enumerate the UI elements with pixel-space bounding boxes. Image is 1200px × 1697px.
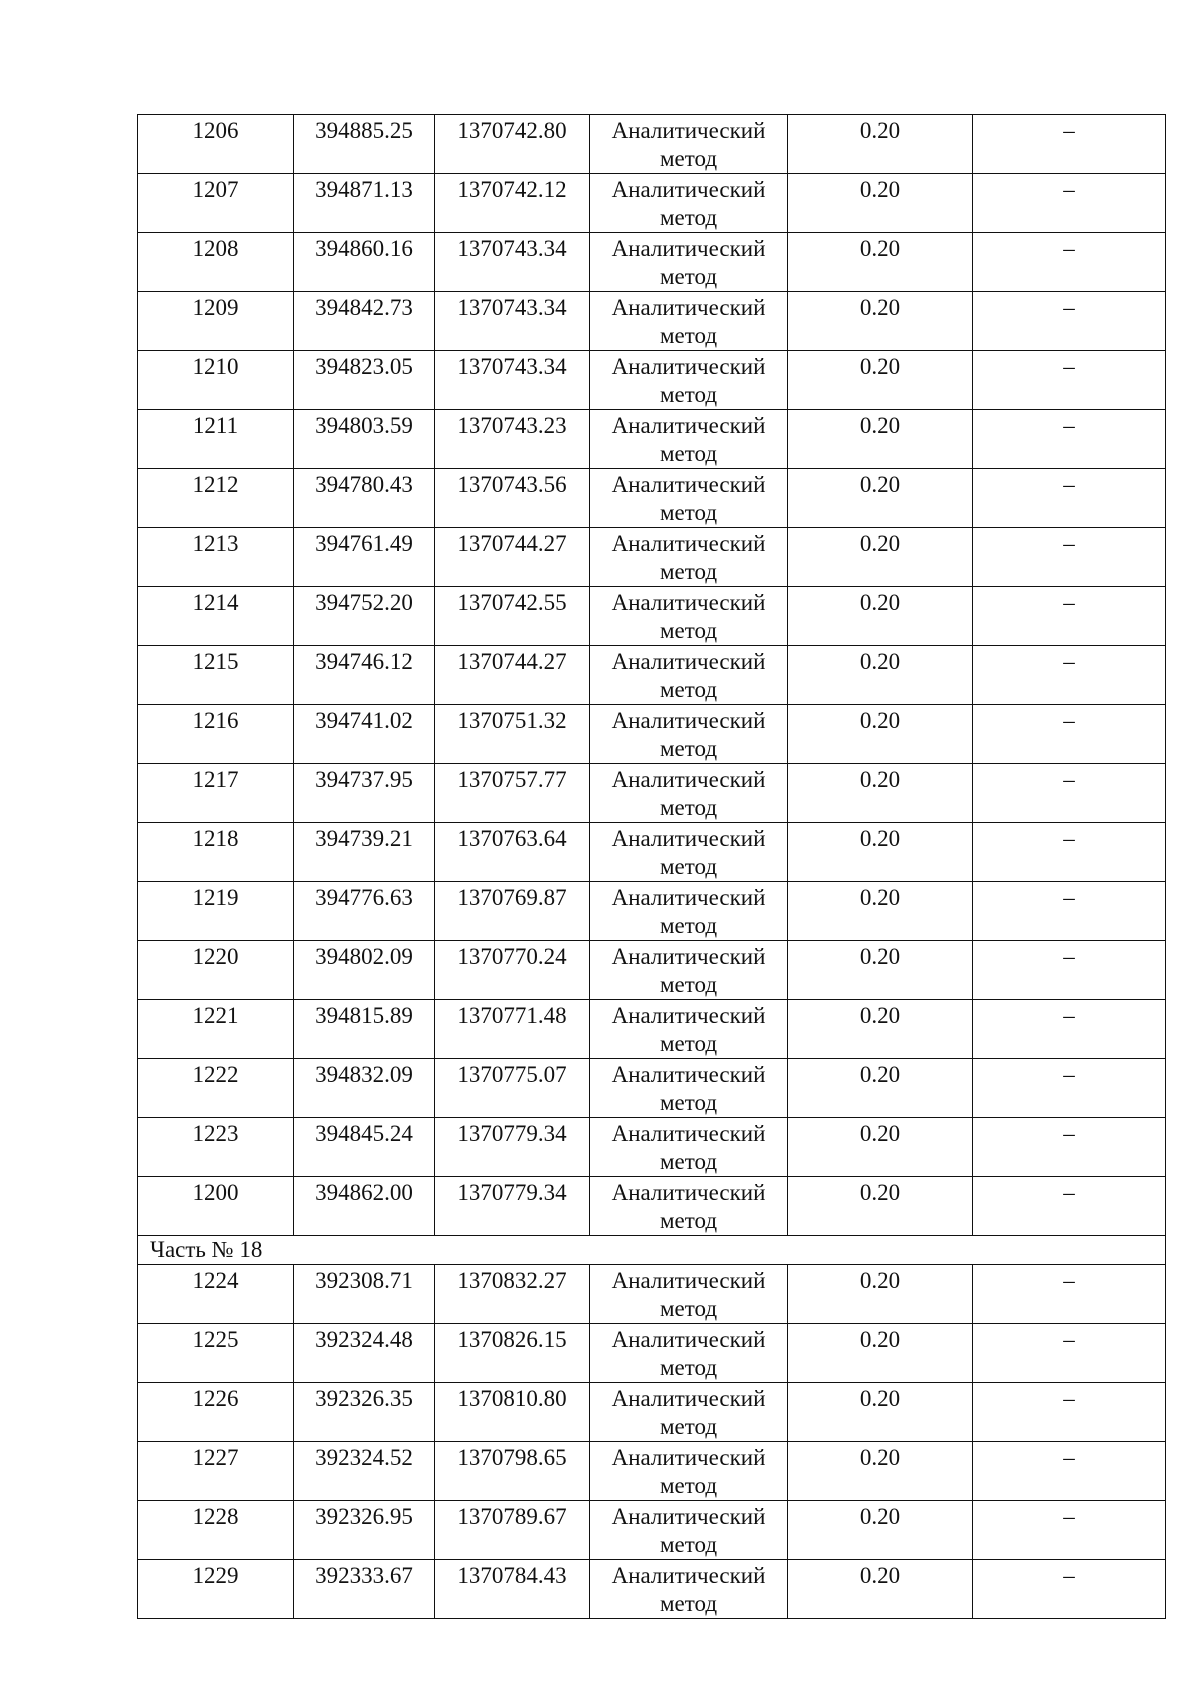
y-coordinate-cell: 1370770.24 xyxy=(435,941,590,1000)
y-coordinate-cell: 1370810.80 xyxy=(435,1383,590,1442)
description-cell: – xyxy=(973,587,1166,646)
accuracy-cell: 0.20 xyxy=(788,528,973,587)
table-row xyxy=(138,174,1166,233)
y-coordinate-cell: 1370744.27 xyxy=(435,646,590,705)
accuracy-cell: 0.20 xyxy=(788,587,973,646)
x-coordinate-cell: 394780.43 xyxy=(294,469,435,528)
point-number-cell: 1224 xyxy=(138,1265,294,1324)
x-coordinate-cell: 392333.67 xyxy=(294,1560,435,1619)
table-row xyxy=(138,1560,1166,1619)
description-cell: – xyxy=(973,1442,1166,1501)
point-number-cell: 1216 xyxy=(138,705,294,764)
accuracy-cell: 0.20 xyxy=(788,292,973,351)
x-coordinate-cell: 394842.73 xyxy=(294,292,435,351)
description-cell: – xyxy=(973,1265,1166,1324)
x-coordinate-cell: 394802.09 xyxy=(294,941,435,1000)
y-coordinate-cell: 1370771.48 xyxy=(435,1000,590,1059)
point-number-cell: 1219 xyxy=(138,882,294,941)
description-cell: – xyxy=(973,941,1166,1000)
method-cell: Аналитический метод xyxy=(590,1059,788,1118)
x-coordinate-cell: 394741.02 xyxy=(294,705,435,764)
table-row xyxy=(138,646,1166,705)
x-coordinate-cell: 394776.63 xyxy=(294,882,435,941)
method-cell: Аналитический метод xyxy=(590,410,788,469)
y-coordinate-cell: 1370743.56 xyxy=(435,469,590,528)
y-coordinate-cell: 1370826.15 xyxy=(435,1324,590,1383)
description-cell: – xyxy=(973,1560,1166,1619)
method-cell: Аналитический метод xyxy=(590,1501,788,1560)
point-number-cell: 1220 xyxy=(138,941,294,1000)
accuracy-cell: 0.20 xyxy=(788,351,973,410)
x-coordinate-cell: 392326.35 xyxy=(294,1383,435,1442)
x-coordinate-cell: 394845.24 xyxy=(294,1118,435,1177)
table-row xyxy=(138,351,1166,410)
table-row xyxy=(138,882,1166,941)
y-coordinate-cell: 1370769.87 xyxy=(435,882,590,941)
accuracy-cell: 0.20 xyxy=(788,1442,973,1501)
table-row xyxy=(138,1059,1166,1118)
coordinates-table xyxy=(137,114,1166,1619)
y-coordinate-cell: 1370751.32 xyxy=(435,705,590,764)
description-cell: – xyxy=(973,705,1166,764)
accuracy-cell: 0.20 xyxy=(788,823,973,882)
accuracy-cell: 0.20 xyxy=(788,233,973,292)
y-coordinate-cell: 1370743.34 xyxy=(435,292,590,351)
method-cell: Аналитический метод xyxy=(590,1383,788,1442)
accuracy-cell: 0.20 xyxy=(788,1000,973,1059)
x-coordinate-cell: 394823.05 xyxy=(294,351,435,410)
table-row xyxy=(138,1324,1166,1383)
description-cell: – xyxy=(973,292,1166,351)
table-row xyxy=(138,1265,1166,1324)
table-row xyxy=(138,941,1166,1000)
method-cell: Аналитический метод xyxy=(590,587,788,646)
y-coordinate-cell: 1370789.67 xyxy=(435,1501,590,1560)
description-cell: – xyxy=(973,882,1166,941)
method-cell: Аналитический метод xyxy=(590,292,788,351)
accuracy-cell: 0.20 xyxy=(788,1118,973,1177)
table-row xyxy=(138,1118,1166,1177)
accuracy-cell: 0.20 xyxy=(788,410,973,469)
point-number-cell: 1206 xyxy=(138,115,294,174)
method-cell: Аналитический метод xyxy=(590,646,788,705)
table-row xyxy=(138,705,1166,764)
point-number-cell: 1222 xyxy=(138,1059,294,1118)
accuracy-cell: 0.20 xyxy=(788,1324,973,1383)
accuracy-cell: 0.20 xyxy=(788,646,973,705)
table-row xyxy=(138,587,1166,646)
x-coordinate-cell: 394761.49 xyxy=(294,528,435,587)
point-number-cell: 1229 xyxy=(138,1560,294,1619)
method-cell: Аналитический метод xyxy=(590,941,788,1000)
method-cell: Аналитический метод xyxy=(590,115,788,174)
y-coordinate-cell: 1370779.34 xyxy=(435,1177,590,1236)
y-coordinate-cell: 1370784.43 xyxy=(435,1560,590,1619)
description-cell: – xyxy=(973,764,1166,823)
description-cell: – xyxy=(973,1383,1166,1442)
point-number-cell: 1228 xyxy=(138,1501,294,1560)
point-number-cell: 1215 xyxy=(138,646,294,705)
y-coordinate-cell: 1370763.64 xyxy=(435,823,590,882)
accuracy-cell: 0.20 xyxy=(788,1265,973,1324)
table-row xyxy=(138,1442,1166,1501)
description-cell: – xyxy=(973,410,1166,469)
point-number-cell: 1213 xyxy=(138,528,294,587)
description-cell: – xyxy=(973,233,1166,292)
x-coordinate-cell: 392326.95 xyxy=(294,1501,435,1560)
x-coordinate-cell: 394746.12 xyxy=(294,646,435,705)
table-row xyxy=(138,1177,1166,1236)
accuracy-cell: 0.20 xyxy=(788,705,973,764)
x-coordinate-cell: 394815.89 xyxy=(294,1000,435,1059)
method-cell: Аналитический метод xyxy=(590,1560,788,1619)
point-number-cell: 1211 xyxy=(138,410,294,469)
y-coordinate-cell: 1370742.12 xyxy=(435,174,590,233)
method-cell: Аналитический метод xyxy=(590,705,788,764)
description-cell: – xyxy=(973,646,1166,705)
x-coordinate-cell: 394885.25 xyxy=(294,115,435,174)
x-coordinate-cell: 394871.13 xyxy=(294,174,435,233)
y-coordinate-cell: 1370757.77 xyxy=(435,764,590,823)
method-cell: Аналитический метод xyxy=(590,1265,788,1324)
point-number-cell: 1200 xyxy=(138,1177,294,1236)
accuracy-cell: 0.20 xyxy=(788,1059,973,1118)
y-coordinate-cell: 1370779.34 xyxy=(435,1118,590,1177)
table-row xyxy=(138,1000,1166,1059)
table-row xyxy=(138,1383,1166,1442)
description-cell: – xyxy=(973,1501,1166,1560)
accuracy-cell: 0.20 xyxy=(788,882,973,941)
accuracy-cell: 0.20 xyxy=(788,1560,973,1619)
y-coordinate-cell: 1370743.34 xyxy=(435,233,590,292)
point-number-cell: 1223 xyxy=(138,1118,294,1177)
table-row xyxy=(138,410,1166,469)
x-coordinate-cell: 394860.16 xyxy=(294,233,435,292)
accuracy-cell: 0.20 xyxy=(788,1501,973,1560)
point-number-cell: 1209 xyxy=(138,292,294,351)
section-label: Часть № 18 xyxy=(138,1236,1166,1265)
method-cell: Аналитический метод xyxy=(590,528,788,587)
x-coordinate-cell: 394832.09 xyxy=(294,1059,435,1118)
table-row xyxy=(138,764,1166,823)
section-header-row xyxy=(138,1236,1166,1265)
method-cell: Аналитический метод xyxy=(590,823,788,882)
y-coordinate-cell: 1370832.27 xyxy=(435,1265,590,1324)
description-cell: – xyxy=(973,1177,1166,1236)
y-coordinate-cell: 1370743.34 xyxy=(435,351,590,410)
description-cell: – xyxy=(973,1059,1166,1118)
x-coordinate-cell: 392324.52 xyxy=(294,1442,435,1501)
method-cell: Аналитический метод xyxy=(590,1177,788,1236)
point-number-cell: 1217 xyxy=(138,764,294,823)
accuracy-cell: 0.20 xyxy=(788,469,973,528)
description-cell: – xyxy=(973,1324,1166,1383)
x-coordinate-cell: 392308.71 xyxy=(294,1265,435,1324)
x-coordinate-cell: 394737.95 xyxy=(294,764,435,823)
method-cell: Аналитический метод xyxy=(590,174,788,233)
method-cell: Аналитический метод xyxy=(590,233,788,292)
description-cell: – xyxy=(973,1118,1166,1177)
table-row xyxy=(138,469,1166,528)
method-cell: Аналитический метод xyxy=(590,469,788,528)
table-row xyxy=(138,115,1166,174)
point-number-cell: 1226 xyxy=(138,1383,294,1442)
accuracy-cell: 0.20 xyxy=(788,174,973,233)
point-number-cell: 1207 xyxy=(138,174,294,233)
description-cell: – xyxy=(973,351,1166,410)
accuracy-cell: 0.20 xyxy=(788,115,973,174)
table-row xyxy=(138,233,1166,292)
y-coordinate-cell: 1370742.55 xyxy=(435,587,590,646)
accuracy-cell: 0.20 xyxy=(788,764,973,823)
description-cell: – xyxy=(973,174,1166,233)
x-coordinate-cell: 394752.20 xyxy=(294,587,435,646)
y-coordinate-cell: 1370742.80 xyxy=(435,115,590,174)
point-number-cell: 1212 xyxy=(138,469,294,528)
x-coordinate-cell: 392324.48 xyxy=(294,1324,435,1383)
description-cell: – xyxy=(973,528,1166,587)
accuracy-cell: 0.20 xyxy=(788,941,973,1000)
x-coordinate-cell: 394739.21 xyxy=(294,823,435,882)
method-cell: Аналитический метод xyxy=(590,1442,788,1501)
x-coordinate-cell: 394803.59 xyxy=(294,410,435,469)
method-cell: Аналитический метод xyxy=(590,764,788,823)
y-coordinate-cell: 1370744.27 xyxy=(435,528,590,587)
point-number-cell: 1225 xyxy=(138,1324,294,1383)
table-row xyxy=(138,1501,1166,1560)
table-row xyxy=(138,292,1166,351)
point-number-cell: 1208 xyxy=(138,233,294,292)
accuracy-cell: 0.20 xyxy=(788,1177,973,1236)
y-coordinate-cell: 1370775.07 xyxy=(435,1059,590,1118)
point-number-cell: 1221 xyxy=(138,1000,294,1059)
method-cell: Аналитический метод xyxy=(590,1118,788,1177)
table-row xyxy=(138,823,1166,882)
point-number-cell: 1227 xyxy=(138,1442,294,1501)
point-number-cell: 1218 xyxy=(138,823,294,882)
method-cell: Аналитический метод xyxy=(590,882,788,941)
y-coordinate-cell: 1370743.23 xyxy=(435,410,590,469)
description-cell: – xyxy=(973,1000,1166,1059)
x-coordinate-cell: 394862.00 xyxy=(294,1177,435,1236)
point-number-cell: 1210 xyxy=(138,351,294,410)
method-cell: Аналитический метод xyxy=(590,1324,788,1383)
description-cell: – xyxy=(973,469,1166,528)
method-cell: Аналитический метод xyxy=(590,1000,788,1059)
table-row xyxy=(138,528,1166,587)
y-coordinate-cell: 1370798.65 xyxy=(435,1442,590,1501)
point-number-cell: 1214 xyxy=(138,587,294,646)
method-cell: Аналитический метод xyxy=(590,351,788,410)
description-cell: – xyxy=(973,115,1166,174)
coordinates-table-body xyxy=(138,115,1166,1619)
description-cell: – xyxy=(973,823,1166,882)
accuracy-cell: 0.20 xyxy=(788,1383,973,1442)
